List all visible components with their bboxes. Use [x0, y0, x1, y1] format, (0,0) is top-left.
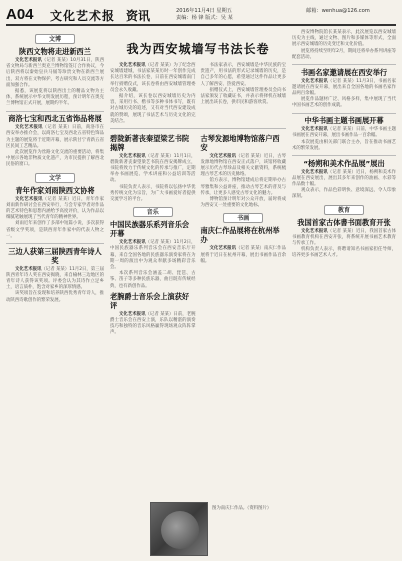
- headline: 书画名家邀请展在西安举行: [300, 67, 388, 77]
- article-body: 观众表示，作品色彩明快、意境深远，令人印象深刻。: [292, 188, 396, 200]
- section-tag-music: 音乐: [133, 207, 173, 217]
- headline: “杨朔和美术作品展”展出: [303, 158, 385, 168]
- article-pair: [110, 132, 286, 337]
- article-body: 展览将持续至明年2月，期间还将举办系列讲座等配套活动。: [292, 48, 396, 60]
- divider: [110, 128, 286, 129]
- article-body: 此次展览作为丝路文化交流的重要活动，将集中展示各地非物质文化遗产，为市民提供了解西北民俗的窗口。: [6, 150, 104, 168]
- article-body: 文化艺术报讯（记者 某某）日前，中华书画主题书画展在西安开幕，展出书画作品一百余幅。: [292, 127, 396, 139]
- article-body: 文化艺术报讯（记者 某某）近日，杨朔和美术作品展在西安展出，展出其多年来创作的油画、水彩等作品数十幅。: [292, 169, 396, 188]
- divider: [6, 243, 104, 244]
- article-body: 书法家表示，西安城墙是中华民族的宝贵遗产，用书法的形式记录城墙的历史，是自己多年的心愿，希望通过这件作品让更多人了解西安、热爱西安。: [200, 63, 286, 87]
- column-center: [110, 30, 286, 337]
- article-body: 文化艺术报讯（记者 某某）日前，老腕爵士音乐会在西安上演，乐队以精湛的演奏技巧和独特的音乐风格赢得现场观众阵阵掌声。: [110, 311, 196, 336]
- article-body: 该奖项旨在发现和培养陕西优秀青年诗人，推动陕西诗歌创作的繁荣发展。: [6, 291, 104, 303]
- section-tag-education: 教育: [324, 205, 364, 215]
- column-right: [292, 30, 396, 260]
- article-body: 文化艺术报讯（记者 某某）近日，青年作家刘雨新作研讨会在西安举行，与会专家学者对作品的艺术特色和思想内涵给予高度评价，认为作品以细腻笔触展现了当代青年的精神世界。: [6, 196, 104, 221]
- article-body: 文化艺术报讯（记者 某某）日前，商洛市在西安举办推介会，以商洛七宝及西北五省特色饰品为主题的展览将于近期开幕，展示陕甘宁青新五省区民间工艺精品。: [6, 125, 104, 149]
- article-body: 文化艺术报讯（记者 某某）10月31日，陕西省文物局与新西兰奥克兰博物馆签订合作协议，今后陕西将以秦始皇兵马俑等珍贵文物在新西兰展出，双方将在文物保护、考古研究和人员交流等方面加强合作。: [6, 58, 104, 88]
- article-body: 文化艺术报讯（记者 某某）近日，我国首家古体书画教育机构在西安开张，将系统开展书画艺术教育与传承工作。: [292, 228, 396, 247]
- article-body: 文化艺术报讯（记者 某某）南庆仁作品展将于近日在杭州开幕，展出书画作品百余幅。: [200, 246, 286, 264]
- article-body: 捐赠仪式上，西安城墙管理委员会向书法家颁发了收藏证书，并表示将择机在城墙上展出该长卷，供市民和游客欣赏。: [200, 87, 286, 106]
- section-tag-culture: 文博: [35, 34, 75, 44]
- article-body: 文化艺术报讯（记者 某某）11月2日，第三届陕西青年诗人奖在西安揭晓，来自榆林三边地区的青年诗人获得该奖项。评委会认为其诗作立足乡土，语言质朴，饱含对家乡的深厚情感。: [6, 266, 104, 291]
- column-left: [6, 30, 104, 304]
- article-body: 博物馆预计明年对公众开放，届时将成为西安又一处重要的文化地标。: [200, 197, 286, 209]
- date-line: 2016年11月4日 星期五: [176, 8, 232, 14]
- article-body: 文化艺术报讯（记者 某某）为了纪念西安城墙建城，书法家某某历时一年创作完成长达百米的书法长卷，日前在西安城墙南门举行捐赠仪式，该长卷将由西安城墙管理委员会永久收藏。: [110, 63, 196, 93]
- headline: 中国民族器乐系列音乐会开幕: [110, 220, 190, 239]
- headline: 三边人获第三届陕西青年诗人奖: [8, 246, 102, 265]
- headline: 古琴发源地博物馆落户西安: [200, 133, 280, 152]
- paper-name: 文化艺术报: [50, 9, 116, 23]
- article-body: 展览作品题材广泛、风格多样，集中展现了当代中国书画艺术的创作成就。: [292, 97, 396, 109]
- article-body: 据介绍，该长卷以西安城墙历史为内容，采用行书、楷书等多种书体书写，既有对古城历史的追述，又有对当代西安建设成就的赞颂，展现了书法艺术与历史文化的完美结合。: [110, 94, 196, 124]
- article-body: 书院负责人表示，书院将以弘扬中华优秀传统文化为宗旨，为广大书画爱好者提供交流学习的平台。: [110, 184, 196, 203]
- divider: [292, 113, 396, 114]
- article-body: 本次系列音乐会涵盖二胡、琵琶、古筝、笛子等多种民族乐器，曲目既有传统经典，也有新创作品。: [110, 271, 196, 289]
- section-tag-calligraphy: 书画: [223, 213, 263, 223]
- divider: [292, 155, 396, 156]
- headline: 中华书画主题书画展开幕: [304, 116, 384, 126]
- header-meta: [176, 8, 286, 21]
- header-meta-right: 邮箱：wenhua@126.com: [306, 8, 370, 14]
- article-body: 刘雨近年来创作了多部中短篇小说，多次获得省级文学奖项，是陕西青年作家中的代表人物之一。: [6, 221, 104, 239]
- article-body: 文化艺术报讯（记者 某某）近日，古琴发源地博物馆在西安正式落户，该馆将收藏展示历代古琴珍品及相关文献资料，系统梳理古琴艺术的历史脉络。: [200, 153, 286, 178]
- headline: 碧陇新著丧秦望梁艺书院揭牌: [110, 133, 190, 152]
- lead-article: [110, 63, 286, 125]
- page-number: A04: [6, 6, 34, 23]
- article-body: 机构负责人表示，将聘请知名书画家担任导师，培养更多书画艺术人才。: [292, 247, 396, 259]
- main-headline: 我为西安城墙写书法长卷: [126, 42, 270, 56]
- headline: 陕西文物将走进新西兰: [19, 47, 91, 56]
- section-tag-literature: 文学: [35, 173, 75, 183]
- photo-caption: 图为南庆仁作品。（资料图片）: [212, 506, 272, 511]
- article-body: 文化艺术报讯（记者 某某）11月1日，碧陇新著丧秦望梁艺书院在西安揭牌成立，书院将致力于传统文化的传承与推广，定期举办书画展览、学术讲座和公益培训等活动。: [110, 153, 196, 184]
- page-header: [6, 6, 396, 26]
- artwork-photo: [150, 502, 208, 556]
- headline: 青年作家刘雨陕西文协将: [15, 185, 95, 195]
- article-body: 本次展览由相关部门联合主办，旨在推动书画艺术的繁荣发展。: [292, 139, 396, 151]
- divider: [292, 64, 396, 65]
- editor-line: 责编：杨 锋 版式：吴 某: [176, 14, 233, 21]
- article-body: 文化艺术报讯（记者 某某）11月2日，中国民族器乐系列音乐会在西安音乐厅开幕，来自全国各地的民族器乐演奏家将在为期一周的演出中为观众奉献多场精彩音乐会。: [110, 240, 196, 271]
- section-title: 资讯: [126, 9, 151, 23]
- headline: 老腕爵士音乐会上演获好评: [110, 291, 190, 310]
- article-body: 据悉，该展览将以陕西出土的精品文物为主体，系统展示中华文明发展历程，预计明年在奥克兰博物馆正式开展，展期约半年。: [6, 89, 104, 107]
- headline: 我国首家古体書书面教育开张: [297, 217, 391, 227]
- headline: 商洛七宝和西北五省饰品将展: [8, 114, 102, 124]
- article-body: 馆方表示，博物馆建成后将定期举办古琴雅集和公益讲座，推动古琴艺术的普及与传承，让更多人感受古琴文化的魅力。: [200, 178, 286, 196]
- article-body: 文化艺术报讯（记者 某某）11月3日，书画名家邀请展在西安开幕，展出来自全国各地的书画名家作品两百余幅。: [292, 78, 396, 97]
- headline: 南庆仁作品展将在杭州举办: [200, 226, 280, 245]
- divider: [6, 111, 104, 112]
- article-body: 西安博物院馆长某某表示，此次展览以西安城墙历史为主线，通过文物、图片和多媒体等形式，全面展示西安城墙的历史变迁和文化价值。: [292, 30, 396, 48]
